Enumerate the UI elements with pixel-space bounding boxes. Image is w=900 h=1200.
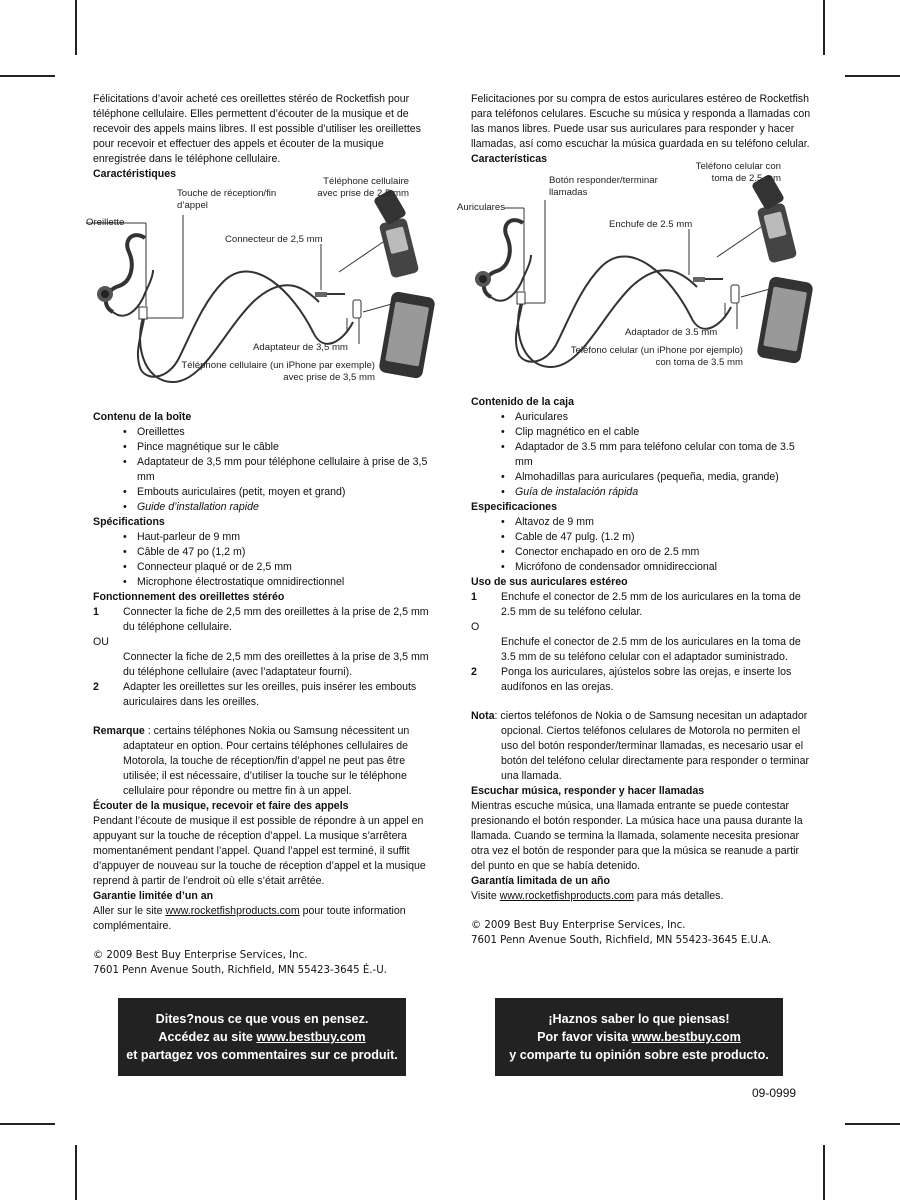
feedback-line-2 [495,1028,783,1046]
step-2 [93,680,435,710]
list-item: • Câble de 47 po (1,2 m) [123,545,435,560]
step-1 [93,605,435,635]
feedback-box-es [495,998,783,1076]
warranty-text [471,889,813,904]
feedback-line-2-text: Accédez au site [158,1030,257,1044]
copyright: © 2009 Best Buy Enterprise Services, Inc. [471,920,686,931]
list-item: • Oreillettes [123,425,435,440]
step-number: 1 [471,591,477,603]
earpiece-label: Auriculares [457,202,505,213]
feedback-box-fr [118,998,406,1076]
step-1-alt [93,650,435,680]
crop-mark [823,1145,825,1200]
list-item: • Embouts auriculaires (petit, moyen et grand) [123,485,435,500]
bestbuy-link[interactable]: www.bestbuy.com [631,1030,741,1044]
feedback-line-1: ¡Haznos saber lo que piensas! [548,1012,730,1026]
note [93,724,435,799]
list-item: • Microphone électrostatique omnidirectionnel [123,575,435,590]
feedback-line-3: y comparte tu opinión sobre este producto. [509,1048,769,1062]
operation-heading: Fonctionnement des oreillettes stéréo [93,591,285,603]
phone-35-label: Téléphone cellulaire (un iPhone par exemple) avec prise de 3,5 mm [181,360,375,383]
address: 7601 Penn Avenue South, Richfield, MN 55423-3645 É.-U. [93,965,387,976]
earphone-diagram [457,161,813,389]
french-column [86,92,435,978]
adapter-label: Adaptador de 3.5 mm [625,327,718,338]
step-1 [471,590,813,620]
crop-mark [0,75,55,77]
bestbuy-link[interactable]: www.bestbuy.com [256,1030,366,1044]
warranty-text [93,904,435,934]
step-text: Enchufe el conector de 2.5 mm de los auriculares en la toma de 2.5 mm de su teléfono celular. [501,591,801,618]
list-item: • Haut-parleur de 9 mm [123,530,435,545]
list-item: • Adaptador de 3.5 mm para teléfono celular con toma de 3.5 mm [501,440,813,470]
list-item: • Clip magnético en el cable [501,425,813,440]
earphone-diagram [86,176,435,404]
music-heading: Écouter de la musique, recevoir et faire des appels [93,800,349,812]
crop-mark [75,0,77,55]
list-item: • Guía de instalación rápida [501,485,813,500]
crop-mark [845,1123,900,1125]
smartphone-icon [378,291,436,379]
feedback-line-2 [118,1028,406,1046]
copyright: © 2009 Best Buy Enterprise Services, Inc. [93,950,308,961]
list-item: • Almohadillas para auriculares (pequeña, media, grande) [501,470,813,485]
phone-35-label: Teléfono celular (un iPhone por ejemplo) con toma de 3.5 mm [570,345,743,368]
music-heading: Escuchar música, responder y hacer llamadas [471,785,705,797]
step-2 [471,665,813,695]
feedback-line-3: et partagez vos commentaires sur ce produit. [126,1048,398,1062]
list-item: • Conector enchapado en oro de 2.5 mm [501,545,813,560]
step-text: Connecter la fiche de 2,5 mm des oreillettes à la prise de 2,5 mm du téléphone cellulaire. [123,606,429,633]
list-item: • Guide d’installation rapide [123,500,435,515]
box-contents-list [93,425,435,515]
note-label: Nota [471,710,495,722]
flip-phone-icon [751,174,797,264]
note-text: : certains téléphones Nokia ou Samsung nécessitent un adaptateur en option. Pour certains téléphones cellulaires de Motorola, la touche de réception/fin d’appel ne peut pas être utilisée; il est nécessaire, d’utiliser la touche sur le téléphone cellulaire pour répondre ou mettre fin à un appel. [123,725,410,797]
list-item: • Adaptateur de 3,5 mm pour téléphone cellulaire à prise de 3,5 mm [123,455,435,485]
connector-label: Enchufe de 2.5 mm [609,219,693,230]
note [471,709,813,784]
list-item: • Pince magnétique sur le câble [123,440,435,455]
crop-mark [845,75,900,77]
answer-button-label: Botón responder/terminar llamadas [549,175,658,198]
rocketfish-link[interactable]: www.rocketfishproducts.com [499,890,634,902]
step-number: 2 [93,681,99,693]
step-text: Connecter la fiche de 2,5 mm des oreillettes à la prise de 3,5 mm du téléphone cellulaire (avec l’adaptateur fourni). [123,651,429,678]
warranty-pre: Visite [471,890,500,902]
crop-mark [823,0,825,55]
note-label: Remarque [93,725,145,737]
specs-heading: Especificaciones [471,501,557,513]
or-label: O [471,621,480,633]
or-label: OU [93,636,109,648]
music-text: Pendant l’écoute de musique il est possible de répondre à un appel en appuyant sur la touche de réception d’appel. La musique s’arrêtera momentanément pendant l’appel. Quand l’appel est terminé, il suffit d’appuyer de nouveau sur la touche de réception d’appel et la musique reprend à partir de l’endroit où elle s’était arrêtée. [93,815,426,887]
warranty-post: pour toute information complémentaire. [93,905,406,932]
feedback-line-2-text: Por favor visita [537,1030,632,1044]
document-code: 09-0999 [752,1086,797,1100]
answer-button-label: Touche de réception/fin d’appel [177,188,277,211]
step-text: Ponga los auriculares, ajústelos sobre las orejas, e inserte los audífonos en las orejas. [501,666,792,693]
intro-text: Felicitaciones por su compra de estos auriculares estéreo de Rocketfish para teléfonos celulares. Escuche su música y responda a llamadas con las manos libres. Puede usar sus auriculares para responder y hacer llamadas, así como escuchar la música guardada en su teléfono celular. [471,93,811,150]
music-text: Mientras escuche música, una llamada entrante se puede contestar presionando el botón responder. La música hace una pausa durante la llamada. Cuando se termina la llamada, solamente necesita presionar otra vez el botón de responder para que la música se reanude a partir del punto en que se había detenido. [471,800,803,872]
box-contents-list [471,410,813,500]
step-number: 1 [93,606,99,618]
step-1-alt [471,635,813,665]
specs-heading: Spécifications [93,516,165,528]
list-item: • Connecteur plaqué or de 2,5 mm [123,560,435,575]
box-contents-heading: Contenido de la caja [471,396,575,408]
feedback-line-1: Dites?nous ce que vous en pensez. [155,1012,369,1026]
list-item: • Micrófono de condensador omnidireccional [501,560,813,575]
rocketfish-link[interactable]: www.rocketfishproducts.com [165,905,300,917]
specs-list [471,515,813,575]
warranty-post: para más detalles. [633,890,724,902]
step-number: 2 [471,666,477,678]
step-text: Enchufe el conector de 2.5 mm de los auriculares en la toma de 3.5 mm de su teléfono celular con el adaptador suministrado. [501,636,801,663]
crop-mark [0,1123,55,1125]
phone-25-label: Téléphone cellulaire avec prise de 2,5 mm [317,176,409,199]
box-contents-heading: Contenu de la boîte [93,411,192,423]
phone-25-label: Teléfono celular con toma de 2.5 mm [695,161,781,184]
earpiece-label: Oreillette [86,217,125,228]
list-item: • Altavoz de 9 mm [501,515,813,530]
operation-heading: Uso de sus auriculares estéreo [471,576,628,588]
connector-label: Connecteur de 2,5 mm [225,234,323,245]
spanish-column [457,92,813,948]
smartphone-icon [756,276,814,364]
list-item: • Cable de 47 pulg. (1.2 m) [501,530,813,545]
crop-mark [75,1145,77,1200]
list-item: • Auriculares [501,410,813,425]
intro-text: Félicitations d’avoir acheté ces oreillettes stéréo de Rocketfish pour téléphone cellulaire. Elles permettent d’écouter de la musique et de recevoir des appels mains libres. Il est possible d’utiliser les oreillettes pour recevoir et effectuer des appels et écouter de la musique enregistrée dans le téléphone cellulaire. [93,93,421,165]
features-heading: Caractéristiques [93,168,177,180]
note-text: : ciertos teléfonos de Nokia o de Samsung necesitan un adaptador opcional. Ciertos teléfonos celulares de Motorola no permiten el uso del botón responder/terminar llamadas, es necesario usar el botón del teléfono celular directamente para responder o terminar una llamada. [494,710,809,782]
warranty-heading: Garantie limitée d’un an [93,890,214,902]
warranty-pre: Aller sur le site [93,905,166,917]
specs-list [93,530,435,590]
features-heading: Características [471,153,547,165]
warranty-heading: Garantía limitada de un año [471,875,610,887]
step-text: Adapter les oreillettes sur les oreilles, puis insérer les embouts auriculaires dans les oreilles. [123,681,417,708]
adapter-label: Adaptateur de 3,5 mm [253,342,348,353]
flip-phone-icon [373,189,419,279]
address: 7601 Penn Avenue South, Richfield, MN 55423-3645 E.U.A. [471,935,772,946]
